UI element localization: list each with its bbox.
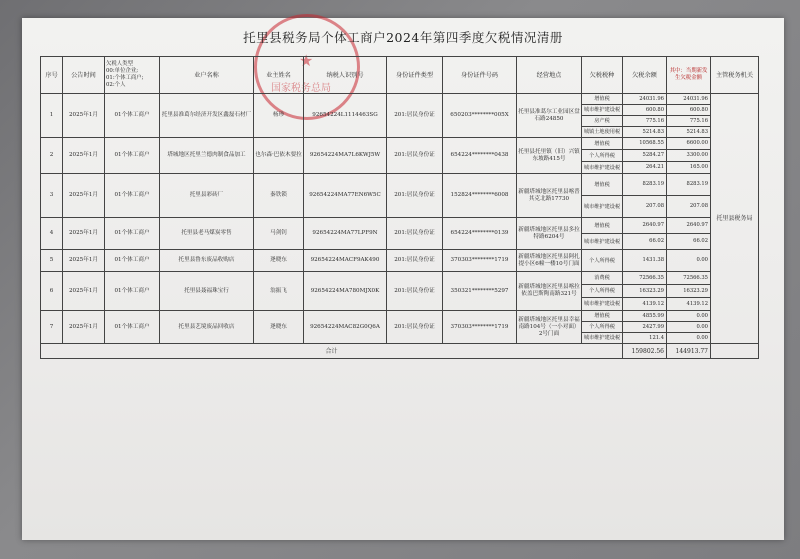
- cell-owner: 马剑钊: [254, 218, 304, 250]
- cell-amount: 2640.97: [623, 218, 667, 234]
- cell-type: 01个体工商户: [105, 218, 160, 250]
- cell-taxtype: 增值税: [582, 138, 623, 150]
- cell-business-name: 托里县聂福珠宝行: [160, 272, 254, 311]
- tax-arrears-table: [40, 56, 759, 359]
- cell-idnum: 152824********6008: [443, 174, 517, 218]
- cell-taxtype: 个人所得税: [582, 322, 623, 333]
- table-row: [41, 138, 759, 150]
- table-row: [41, 311, 759, 322]
- cell-taxid: 92654224MA77LPF9N: [304, 218, 387, 250]
- cell-new-arrears: 165.00: [667, 162, 711, 174]
- table-header-row: [41, 57, 759, 94]
- cell-amount: 5284.27: [623, 150, 667, 162]
- cell-seq: 6: [41, 272, 63, 311]
- cell-amount: 5214.83: [623, 127, 667, 138]
- cell-amount: 8283.19: [623, 174, 667, 196]
- table-row: [41, 174, 759, 196]
- cell-seq: 3: [41, 174, 63, 218]
- cell-owner: 秦铁锁: [254, 174, 304, 218]
- cell-taxid: 92654224MACF9AK490: [304, 250, 387, 272]
- cell-owner: 也尔森·巴依木要拉: [254, 138, 304, 174]
- cell-new-arrears: 2640.97: [667, 218, 711, 234]
- cell-amount: 1431.38: [623, 250, 667, 272]
- header-address: 经营地点: [517, 57, 582, 94]
- header-amount: 欠税余额: [623, 57, 667, 94]
- cell-seq: 2: [41, 138, 63, 174]
- cell-business-name: 托里县彩砖厂: [160, 174, 254, 218]
- table-row: [41, 218, 759, 234]
- total-new-arrears: 144913.77: [667, 344, 711, 359]
- cell-taxid: 92654224MA77EN6W5C: [304, 174, 387, 218]
- cell-new-arrears: 66.02: [667, 234, 711, 250]
- cell-idnum: 654224********0139: [443, 218, 517, 250]
- cell-type: 01个体工商户: [105, 174, 160, 218]
- table-total-row: [41, 344, 759, 359]
- cell-amount: 72566.35: [623, 272, 667, 285]
- cell-date: 2025年1月: [63, 174, 105, 218]
- seal-text: 国家税务总局: [271, 83, 331, 94]
- cell-business-name: 托里县艺境废品回收店: [160, 311, 254, 344]
- cell-amount: 264.21: [623, 162, 667, 174]
- cell-new-arrears: 207.08: [667, 196, 711, 218]
- cell-business-name: 托里县老马煤炭零售: [160, 218, 254, 250]
- table-body: [41, 94, 759, 359]
- cell-date: 2025年1月: [63, 272, 105, 311]
- cell-address: 新疆塔城地区托里县喀拉依盖巴斯陶南路321号: [517, 272, 582, 311]
- header-taxtype: 欠税税种: [582, 57, 623, 94]
- cell-taxid: 92654224MAC82G0Q6A: [304, 311, 387, 344]
- header-date: 公告时间: [63, 57, 105, 94]
- cell-taxtype: 消费税: [582, 272, 623, 285]
- cell-taxtype: 城市维护建设税: [582, 333, 623, 344]
- header-name: 业户名称: [160, 57, 254, 94]
- cell-owner: 杨珍: [254, 94, 304, 138]
- cell-address: 新疆塔城地区托里县阿扎提小区6幢一楼10号门面: [517, 250, 582, 272]
- cell-amount: 600.80: [623, 105, 667, 116]
- cell-taxtype: 增值税: [582, 94, 623, 105]
- cell-date: 2025年1月: [63, 250, 105, 272]
- cell-business-name: 托里县准葛尔经济开发区鑫磊石材厂: [160, 94, 254, 138]
- cell-taxtype: 城市维护建设税: [582, 234, 623, 250]
- cell-business-name: 托里县鲁东废品收购店: [160, 250, 254, 272]
- total-authority-blank: [711, 344, 759, 359]
- cell-amount: 16323.29: [623, 285, 667, 298]
- cell-amount: 207.08: [623, 196, 667, 218]
- total-amount: 159802.56: [623, 344, 667, 359]
- document-title: 托里县税务局个体工商户2024年第四季度欠税情况清册: [243, 30, 563, 45]
- cell-idnum: 654224********0438: [443, 138, 517, 174]
- cell-address: 托里县准葛尔工业园区盘石路24850: [517, 94, 582, 138]
- cell-seq: 1: [41, 94, 63, 138]
- cell-taxtype: 城镇土地使用税: [582, 127, 623, 138]
- table-row: [41, 94, 759, 105]
- cell-new-arrears: 5214.83: [667, 127, 711, 138]
- cell-date: 2025年1月: [63, 94, 105, 138]
- header-idtype: 身份证件类型: [387, 57, 443, 94]
- cell-idtype: 201:居民身份证: [387, 218, 443, 250]
- cell-taxid: 92654224MA7L6KWJ5W: [304, 138, 387, 174]
- cell-authority: 托里县税务局: [711, 94, 759, 344]
- cell-new-arrears: 0.00: [667, 322, 711, 333]
- cell-amount: 66.02: [623, 234, 667, 250]
- cell-taxtype: 个人所得税: [582, 250, 623, 272]
- cell-type: 01个体工商户: [105, 250, 160, 272]
- cell-date: 2025年1月: [63, 138, 105, 174]
- cell-amount: 4855.99: [623, 311, 667, 322]
- cell-idtype: 201:居民身份证: [387, 311, 443, 344]
- cell-new-arrears: 72566.35: [667, 272, 711, 285]
- cell-taxid: 92654224L1114463SG: [304, 94, 387, 138]
- cell-idtype: 201:居民身份证: [387, 174, 443, 218]
- cell-seq: 4: [41, 218, 63, 250]
- cell-taxtype: 个人所得税: [582, 285, 623, 298]
- cell-taxtype: 城市维护建设税: [582, 162, 623, 174]
- cell-type: 01个体工商户: [105, 138, 160, 174]
- header-seq: 序号: [41, 57, 63, 94]
- cell-idnum: 370303********1719: [443, 250, 517, 272]
- header-taxid: 纳税人识别号: [304, 57, 387, 94]
- cell-new-arrears: 775.16: [667, 116, 711, 127]
- table-row: [41, 272, 759, 285]
- cell-amount: 24031.96: [623, 94, 667, 105]
- cell-owner: 逄晓东: [254, 250, 304, 272]
- cell-owner: 逄晓东: [254, 311, 304, 344]
- cell-address: 新疆塔城地区托里县喀普其克北路17730: [517, 174, 582, 218]
- cell-seq: 7: [41, 311, 63, 344]
- cell-type: 01个体工商户: [105, 272, 160, 311]
- cell-taxtype: 个人所得税: [582, 150, 623, 162]
- cell-amount: 2427.99: [623, 322, 667, 333]
- cell-amount: 121.4: [623, 333, 667, 344]
- cell-idtype: 201:居民身份证: [387, 272, 443, 311]
- cell-taxtype: 城市维护建设税: [582, 196, 623, 218]
- cell-taxtype: 增值税: [582, 174, 623, 196]
- header-owner: 业主姓名: [254, 57, 304, 94]
- cell-seq: 5: [41, 250, 63, 272]
- header-idnum: 身份证件号码: [443, 57, 517, 94]
- cell-address: 托里县托里镇（旧）兴镇东坡路415号: [517, 138, 582, 174]
- cell-new-arrears: 3300.00: [667, 150, 711, 162]
- cell-new-arrears: 4139.12: [667, 298, 711, 311]
- cell-business-name: 塔城地区托里兰德肉制食品加工: [160, 138, 254, 174]
- cell-address: 新疆塔城地区托里县多拉特路6204号: [517, 218, 582, 250]
- cell-idnum: 370303********1719: [443, 311, 517, 344]
- cell-new-arrears: 8283.19: [667, 174, 711, 196]
- red-official-seal: ★ 国家税务总局: [254, 14, 360, 120]
- cell-new-arrears: 16323.29: [667, 285, 711, 298]
- cell-idtype: 201:居民身份证: [387, 94, 443, 138]
- cell-idtype: 201:居民身份证: [387, 250, 443, 272]
- header-type: 欠税人类型 00:单位企业; 01:个体工商户; 02:个人: [105, 57, 160, 94]
- cell-amount: 10568.55: [623, 138, 667, 150]
- cell-amount: 4139.12: [623, 298, 667, 311]
- cell-taxtype: 城市维护建设税: [582, 105, 623, 116]
- cell-taxid: 92654224MA780MJX0K: [304, 272, 387, 311]
- cell-date: 2025年1月: [63, 311, 105, 344]
- cell-idtype: 201:居民身份证: [387, 138, 443, 174]
- cell-new-arrears: 0.00: [667, 333, 711, 344]
- cell-idnum: 650203********005X: [443, 94, 517, 138]
- cell-type: 01个体工商户: [105, 94, 160, 138]
- cell-owner: 翁振飞: [254, 272, 304, 311]
- table-row: [41, 250, 759, 272]
- cell-amount: 775.16: [623, 116, 667, 127]
- header-authority: 主管税务机关: [711, 57, 759, 94]
- cell-taxtype: 增值税: [582, 218, 623, 234]
- cell-new-arrears: 600.80: [667, 105, 711, 116]
- cell-taxtype: 房产税: [582, 116, 623, 127]
- cell-type: 01个体工商户: [105, 311, 160, 344]
- cell-date: 2025年1月: [63, 218, 105, 250]
- cell-address: 新疆塔城地区托里县幸福南路104号（一小对面）2号门面: [517, 311, 582, 344]
- cell-taxtype: 增值税: [582, 311, 623, 322]
- cell-taxtype: 城市维护建设税: [582, 298, 623, 311]
- cell-idnum: 350321********5297: [443, 272, 517, 311]
- header-new-arrears: 其中：当期新发生欠税金额: [667, 57, 711, 94]
- cell-new-arrears: 6600.00: [667, 138, 711, 150]
- cell-new-arrears: 0.00: [667, 250, 711, 272]
- cell-new-arrears: 0.00: [667, 311, 711, 322]
- total-label: 合计: [41, 344, 623, 359]
- cell-new-arrears: 24031.96: [667, 94, 711, 105]
